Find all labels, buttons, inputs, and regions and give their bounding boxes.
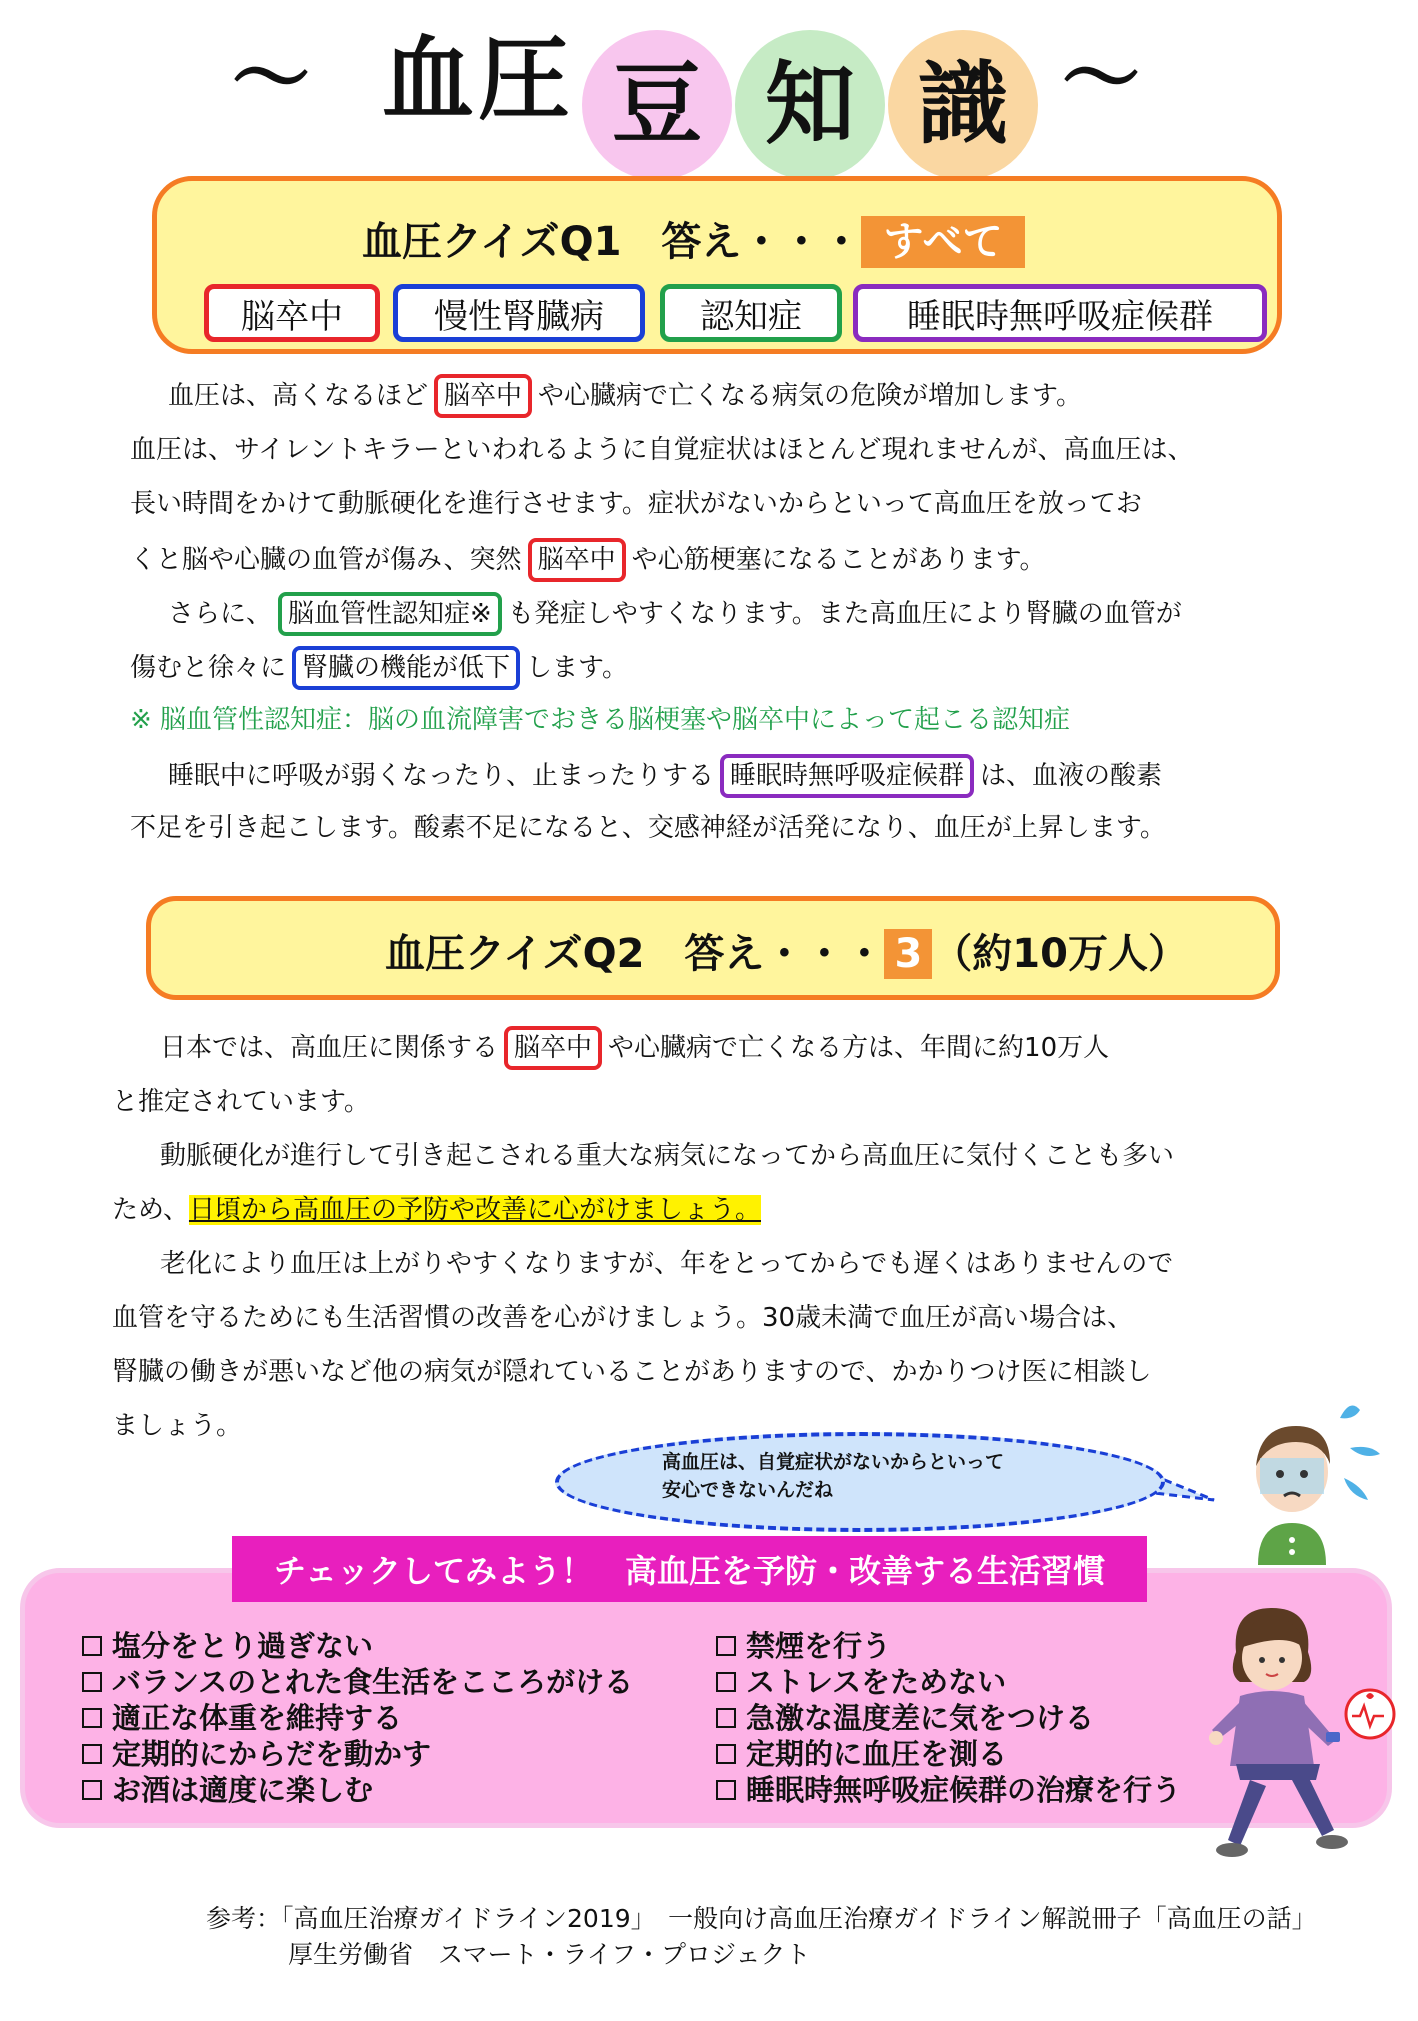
q1-line-9: 不足を引き起こします。酸素不足になると、交感神経が活発になり、血圧が上昇します。 (130, 813, 1166, 843)
check-item[interactable]: 急激な温度差に気をつける (716, 1700, 1094, 1736)
q2-line-2: と推定されています。 (112, 1087, 370, 1117)
q2-line-5: 老化により血圧は上がりやすくなりますが、年をとってからでも遅くはありませんので (160, 1249, 1174, 1279)
checkbox[interactable] (82, 1636, 102, 1656)
check-item[interactable]: お酒は適度に楽しむ (82, 1772, 373, 1808)
checkbox[interactable] (716, 1780, 736, 1800)
inline-tag-sleep-apnea: 睡眠時無呼吸症候群 (720, 754, 974, 798)
title-circle-3: 識 (888, 30, 1038, 180)
inline-tag-vascular-dementia: 脳血管性認知症※ (278, 592, 502, 636)
title-tilde-left: 〜 (232, 34, 311, 124)
checkbox[interactable] (716, 1672, 736, 1692)
quiz1-title-text: 血圧クイズQ1 答え・・・ (362, 219, 862, 265)
checkbox[interactable] (716, 1744, 736, 1764)
check-item[interactable]: 塩分をとり過ぎない (82, 1628, 373, 1664)
q1-line-5: さらに、 脳血管性認知症※ も発症しやすくなります。また高血圧により腎臓の血管が (168, 592, 1182, 636)
q2-line-3: 動脈硬化が進行して引き起こされる重大な病気になってから高血圧に気付くことも多い (160, 1141, 1175, 1171)
title-circle-1: 豆 (582, 30, 732, 180)
quiz1-tag-stroke: 脳卒中 (204, 284, 380, 342)
q1-footnote: ※ 脳血管性認知症：脳の血流障害でおきる脳梗塞や脳卒中によって起こる認知症 (130, 705, 1071, 735)
title-kanji-plain: 血圧 (382, 26, 575, 133)
q1-line-3: 長い時間をかけて動脈硬化を進行させます。症状がないからといって高血圧を放ってお (130, 489, 1142, 519)
checkbox[interactable] (82, 1744, 102, 1764)
title-circle-2: 知 (735, 30, 885, 180)
quiz2-title-text: 血圧クイズQ2 答え・・・ (385, 931, 885, 977)
q2-line-8: ましょう。 (112, 1411, 243, 1441)
check-item[interactable]: 睡眠時無呼吸症候群の治療を行う (716, 1772, 1181, 1808)
check-item[interactable]: 定期的に血圧を測る (716, 1736, 1007, 1772)
inline-tag-stroke: 脳卒中 (504, 1026, 602, 1070)
quiz1-tag-ckd: 慢性腎臓病 (393, 284, 645, 342)
q1-line-6: 傷むと徐々に 腎臓の機能が低下 します。 (130, 646, 628, 690)
check-item[interactable]: 定期的にからだを動かす (82, 1736, 431, 1772)
check-item[interactable]: 禁煙を行う (716, 1628, 891, 1664)
q1-line-1: 血圧は、高くなるほど 脳卒中 や心臓病で亡くなる病気の危険が増加します。 (168, 374, 1082, 418)
quiz2-title (385, 922, 1188, 979)
check-item[interactable]: ストレスをためない (716, 1664, 1006, 1700)
inline-tag-stroke: 脳卒中 (434, 374, 532, 418)
title-tilde-right: 〜 (1062, 34, 1141, 124)
bubble-line-1: 高血圧は、自覚症状がないからといって (662, 1451, 1005, 1473)
checkbox[interactable] (716, 1636, 736, 1656)
q2-line-6: 血管を守るためにも生活習慣の改善を心がけましょう。30歳未満で血圧が高い場合は、 (112, 1303, 1134, 1333)
bubble-line-2: 安心できないんだね (662, 1479, 834, 1501)
q1-line-2: 血圧は、サイレントキラーといわれるように自覚症状はほとんど現れませんが、高血圧は、 (130, 435, 1194, 465)
speech-bubble (555, 1432, 1165, 1532)
q1-line-4: くと脳や心臓の血管が傷み、突然 脳卒中 や心筋梗塞になることがあります。 (130, 538, 1046, 582)
check-item[interactable]: 適正な体重を維持する (82, 1700, 402, 1736)
inline-tag-stroke: 脳卒中 (528, 538, 626, 582)
quiz2-answer-suffix: （約10万人） (932, 931, 1188, 977)
q2-line-4: ため、日頃から高血圧の予防や改善に心がけましょう。 (112, 1195, 761, 1225)
quiz1-tag-sleep-apnea: 睡眠時無呼吸症候群 (853, 284, 1267, 342)
checkbox[interactable] (82, 1780, 102, 1800)
inline-tag-kidney-decline: 腎臓の機能が低下 (292, 646, 520, 690)
quiz1-answer: すべて (861, 216, 1024, 268)
worried-person-illustration (1240, 1400, 1410, 1565)
quiz2-answer: 3 (884, 929, 932, 979)
reference-line-1: 参考：「高血圧治療ガイドライン2019」 一般向け高血圧治療ガイドライン解説冊子「高血圧の話」 (206, 1904, 1317, 1933)
checkbox[interactable] (82, 1708, 102, 1728)
q2-line-1: 日本では、高血圧に関係する 脳卒中 や心臓病で亡くなる方は、年間に約10万人 (160, 1026, 1109, 1070)
highlight-prevention: 日頃から高血圧の予防や改善に心がけましょう。 (188, 1195, 761, 1225)
walking-woman-illustration (1180, 1596, 1400, 1876)
quiz1-tag-dementia: 認知症 (660, 284, 842, 342)
q2-line-7: 腎臓の働きが悪いなど他の病気が隠れていることがありますので、かかりつけ医に相談し (112, 1357, 1152, 1387)
q1-line-8: 睡眠中に呼吸が弱くなったり、止まったりする 睡眠時無呼吸症候群 は、血液の酸素 (168, 754, 1162, 798)
check-item[interactable]: バランスのとれた食生活をこころがける (82, 1664, 633, 1700)
checklist-header: チェックしてみよう！ 高血圧を予防・改善する生活習慣 (232, 1536, 1147, 1602)
reference-line-2: 厚生労働省 スマート・ライフ・プロジェクト (288, 1940, 811, 1969)
checkbox[interactable] (82, 1672, 102, 1692)
checkbox[interactable] (716, 1708, 736, 1728)
quiz1-title (362, 210, 1025, 268)
